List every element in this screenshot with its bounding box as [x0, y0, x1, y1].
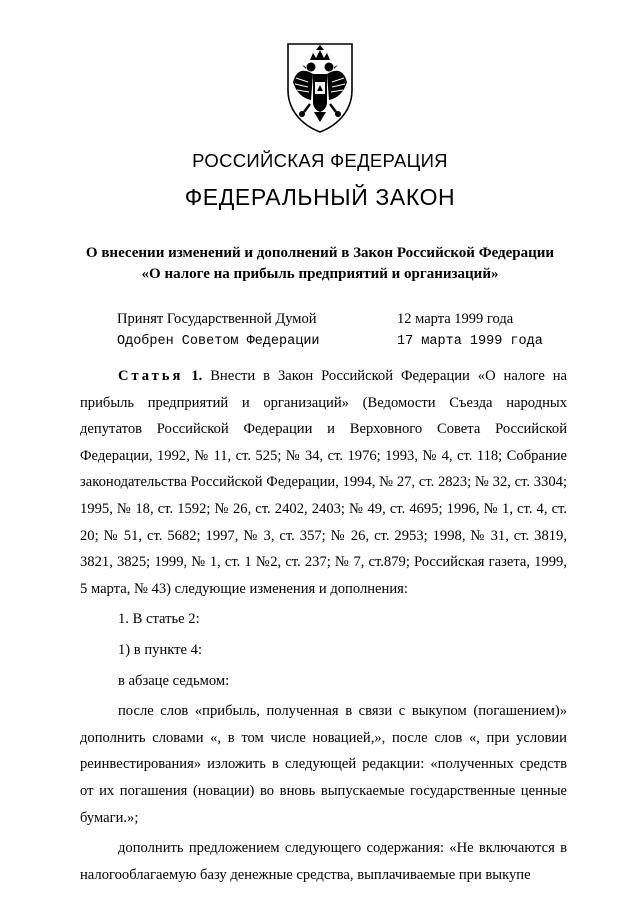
law-title — [40, 243, 600, 285]
adoption-label: Принят Государственной Думой — [117, 311, 317, 327]
body-paragraph-5: дополнить предложением следующего содержания: «Не включаются в налогооблагаемую базу денежные средства, выплачиваемые при выкупе — [80, 840, 567, 883]
body-paragraph-2: 1) в пункте 4: — [118, 641, 203, 658]
body-paragraph-3: в абзаце седьмом: — [118, 672, 230, 689]
body-paragraph-4: после слов «прибыль, полученная в связи с выкупом (погашением)» дополнить словами «, в том числе новацией,», после слов «, при условии реинвестирования» изложить в следующей редакции: «полученных средств от их погашения (новации) во вновь выпускаемые государственные ценные бумаги.»; — [80, 703, 567, 826]
law-title-line-1: О внесении изменений и дополнений в Закон Российской Федерации — [85, 245, 555, 261]
country-name: РОССИЙСКАЯ ФЕДЕРАЦИЯ — [192, 150, 448, 171]
article-number: 1. — [191, 368, 203, 384]
law-title-line-2: «О налоге на прибыль предприятий и организаций» — [141, 266, 499, 282]
article-text: Внести в Закон Российской Федерации «О налоге на прибыль предприятий и организаций» (Ведомости Съезда народных депутатов Российской Федерации и Верховного Совета Российской Федерации, 1992, № 11, ст. 525; № 34, ст. 1976; 1993, № 4, ст. 118; Собрание законодательства Российской Федерации, 1994, № 27, ст. 2823; № 32, ст. 3304; 1995, № 18, ст. 1592; № 26, ст. 2402, 2403; № 49, ст. 4695; 1996, № 1, ст. 4, ст. 20; № 51, ст. 5682; 1997, № 3, ст. 357; № 26, ст. 2953; 1998, № 31, ст. 3819, 3821, 3825; 1999, № 1, ст. 1 №2, ст. 237; № 7, ст.879; Российская газета, 1999, 5 марта, № 43) следующие изменения и дополнения: — [80, 368, 567, 597]
emblem-icon — [280, 38, 360, 134]
document-type: ФЕДЕРАЛЬНЫЙ ЗАКОН — [184, 184, 456, 210]
adoption-date: 12 марта 1999 года — [397, 311, 514, 327]
article-1-paragraph — [80, 363, 567, 602]
article-word: Статья — [118, 368, 184, 384]
body-paragraph-1: 1. В статье 2: — [118, 611, 200, 628]
adoption-date: 17 марта 1999 года — [397, 334, 543, 349]
adoption-label: Одобрен Советом Федерации — [117, 334, 320, 349]
law-body — [80, 363, 567, 888]
